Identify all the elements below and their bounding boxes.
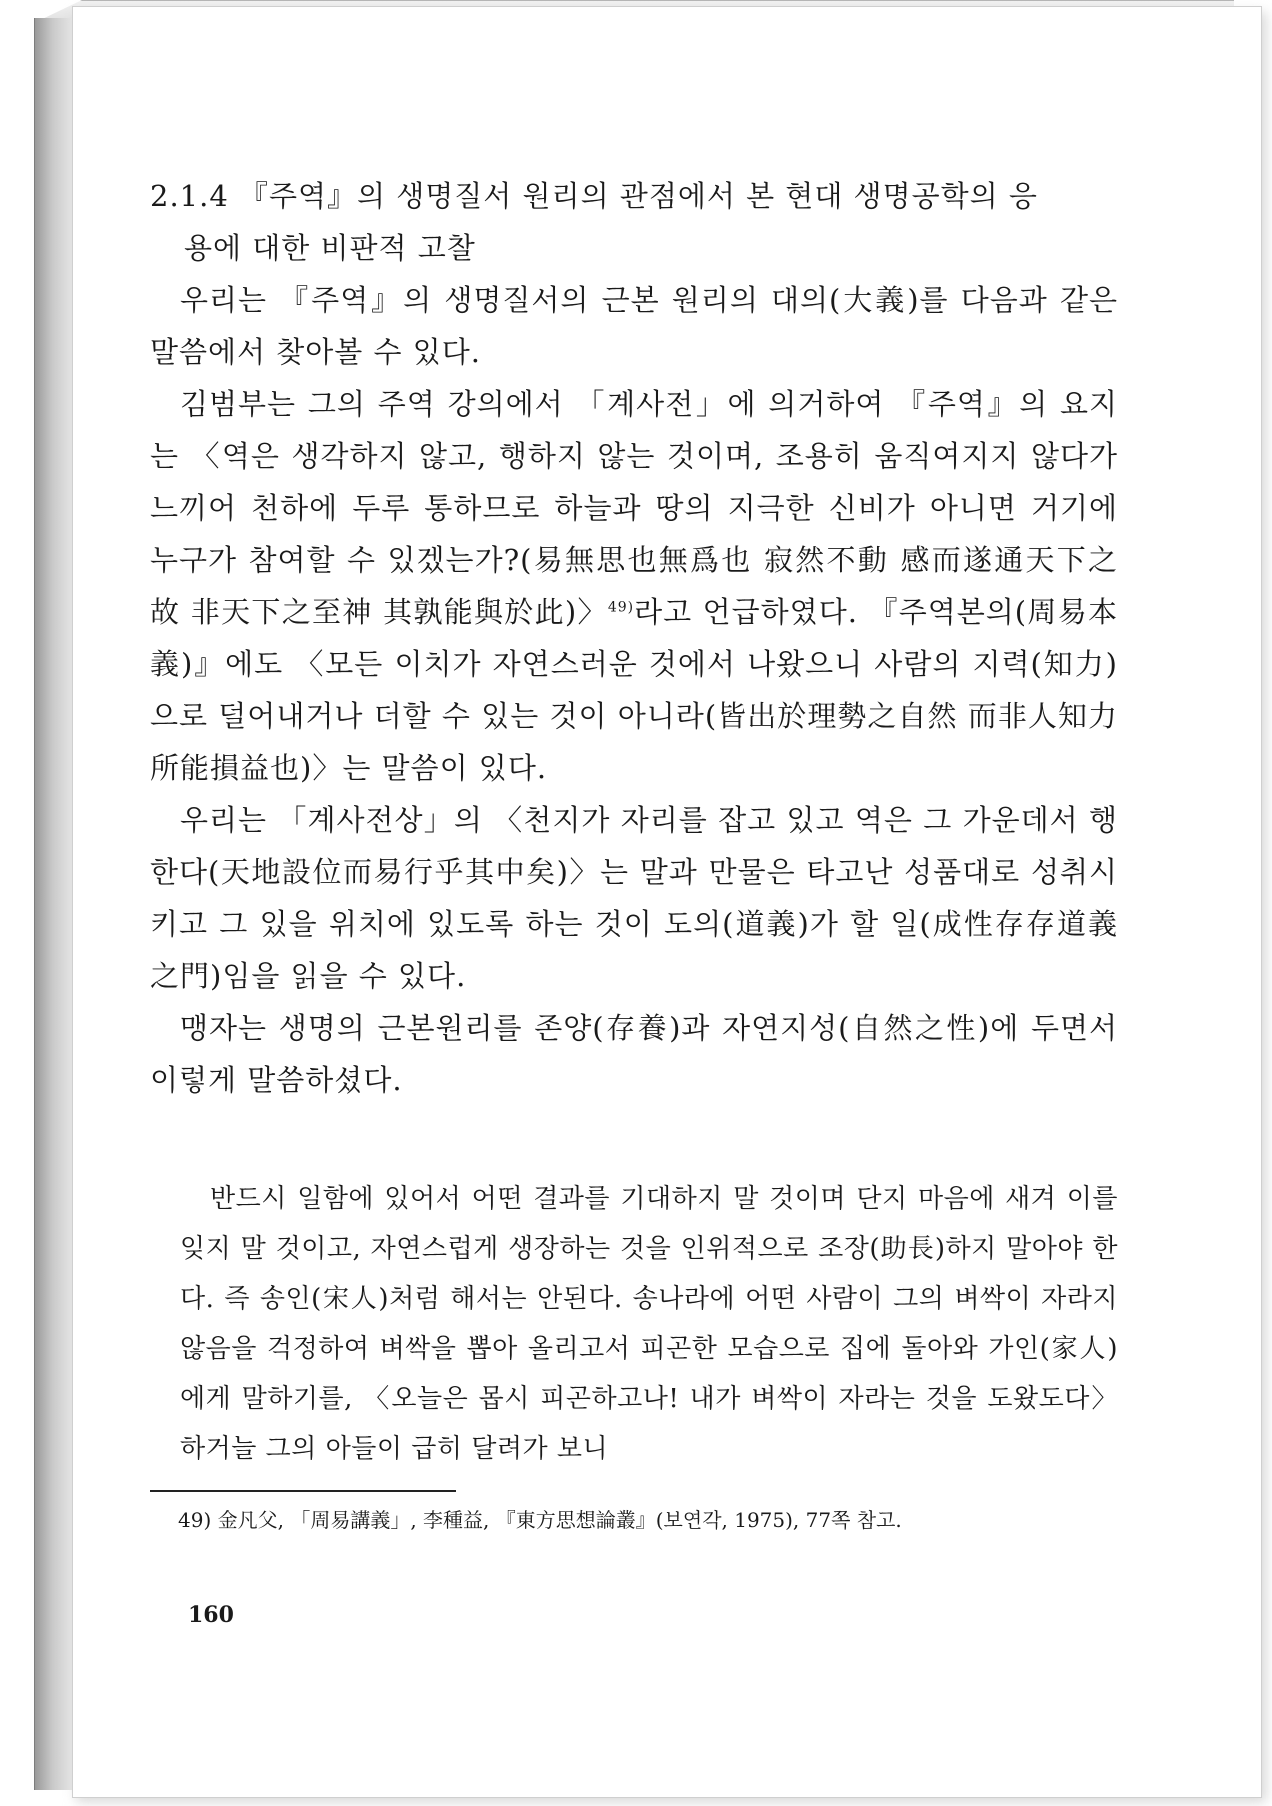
section-heading-line1: 2.1.4 『주역』의 생명질서 원리의 관점에서 본 현대 생명공학의 응 <box>150 179 1038 213</box>
page-body <box>150 170 1118 1474</box>
block-quote: 반드시 일함에 있어서 어떤 결과를 기대하지 말 것이며 단지 마음에 새겨 이를 잊지 말 것이고, 자연스럽게 생장하는 것을 인위적으로 조장(助長)하지 말아야 한다. 즉 송인(宋人)처럼 해서는 안된다. 송나라에 어떤 사람이 그의 벼싹이 자라지 않음을 걱정하여 벼싹을 뽑아 올리고서 피곤한 모습으로 집에 돌아와 가인(家人)에게 말하기를, 〈오늘은 몹시 피곤하고나! 내가 벼싹이 자라는 것을 도왔도다〉 하거늘 그의 아들이 급히 달려가 보니 <box>180 1184 1118 1464</box>
section-heading <box>150 170 1118 274</box>
paragraph-3: 우리는 「계사전상」의 〈천지가 자리를 잡고 있고 역은 그 가운데서 행한다(天地設位而易行乎其中矣)〉는 말과 만물은 타고난 성품대로 성취시키고 그 있을 위치에 있도록 하는 것이 도의(道義)가 할 일(成性存存道義之門)임을 읽을 수 있다. <box>150 803 1118 993</box>
footnote-rule <box>150 1490 456 1492</box>
page-number: 160 <box>188 1602 234 1628</box>
paragraph-2 <box>150 378 1118 794</box>
paragraph-2-body: 김범부는 그의 주역 강의에서 「계사전」에 의거하여 『주역』의 요지는 〈역은 생각하지 않고, 행하지 않는 것이며, 조용히 움직여지지 않다가 느끼어 천하에 두루 통하므로 하늘과 땅의 지극한 신비가 아니면 거기에 누구가 참여할 수 있겠는가?(易無思也無爲也 寂然不動 感而遂通天下之故 非天下之至神 其孰能與於此)〉 <box>150 387 1118 629</box>
footnote-ref-49: 49) <box>607 599 635 616</box>
paragraph-1: 우리는 『주역』의 생명질서의 근본 원리의 대의(大義)를 다음과 같은 말씀에서 찾아볼 수 있다. <box>150 283 1118 369</box>
footnote-49: 49) 金凡父, 「周易講義」, 李種益, 『東方思想論叢』(보연각, 1975), 77쪽 참고. <box>178 1508 902 1532</box>
section-heading-line2: 용에 대한 비판적 고찰 <box>184 231 476 265</box>
paragraph-4: 맹자는 생명의 근본원리를 존양(存養)과 자연지성(自然之性)에 두면서 이렇게 말씀하셨다. <box>150 1011 1118 1097</box>
paragraph-2-tail: 라고 언급하였다. 『주역본의(周易本義)』에도 〈모든 이치가 자연스러운 것에서 나왔으니 사람의 지력(知力)으로 덜어내거나 더할 수 있는 것이 아니라(皆出於理勢之自然 而非人知力所能損益也)〉는 말씀이 있다. <box>150 595 1118 785</box>
